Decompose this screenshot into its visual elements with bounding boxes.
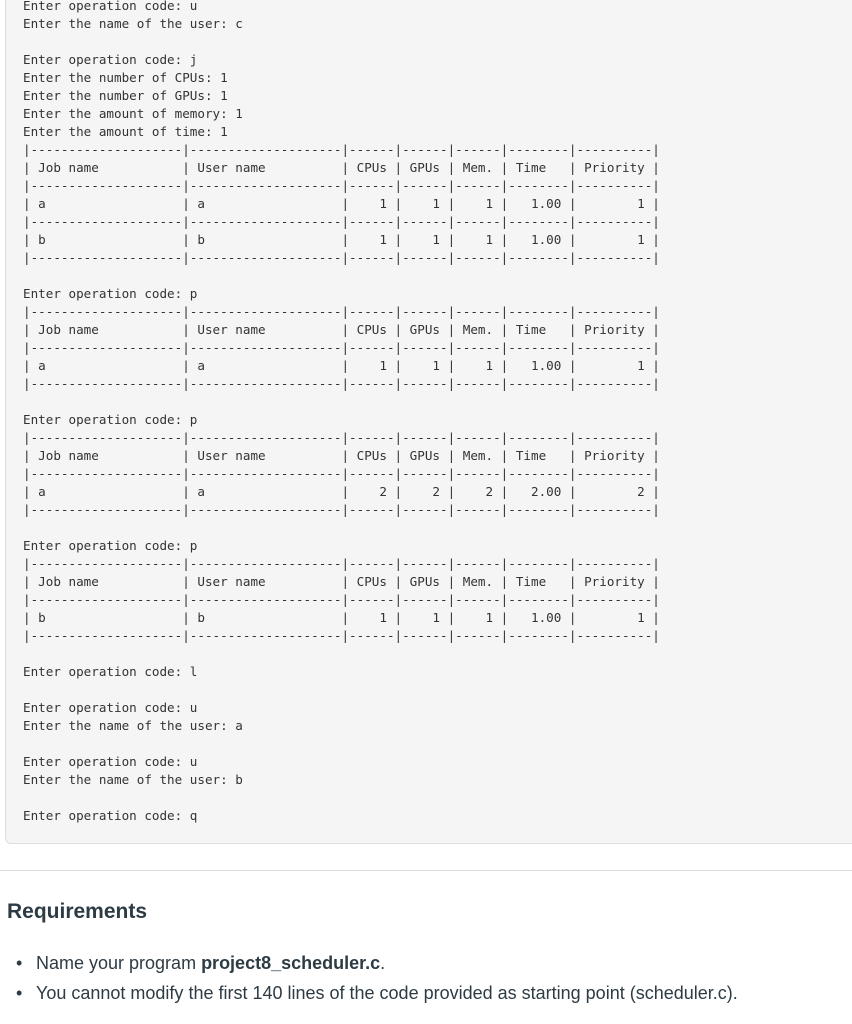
requirement-suffix: . bbox=[380, 953, 386, 973]
terminal-line: |--------------------|--------------------|------|------|------|--------|----------| bbox=[23, 304, 660, 319]
terminal-line: |--------------------|--------------------|------|------|------|--------|----------| bbox=[23, 430, 660, 445]
terminal-line: |--------------------|--------------------|------|------|------|--------|----------| bbox=[23, 142, 660, 157]
terminal-line: Enter the name of the user: c bbox=[23, 16, 243, 31]
terminal-line: |--------------------|--------------------|------|------|------|--------|----------| bbox=[23, 250, 660, 265]
terminal-line: Enter the name of the user: a bbox=[23, 718, 243, 733]
terminal-output bbox=[23, 0, 660, 825]
terminal-line bbox=[23, 519, 660, 537]
terminal-line: Enter operation code: p bbox=[23, 412, 198, 427]
terminal-line bbox=[23, 681, 660, 699]
terminal-line bbox=[23, 789, 660, 807]
terminal-line: Enter operation code: p bbox=[23, 538, 198, 553]
terminal-line: Enter the amount of time: 1 bbox=[23, 124, 228, 139]
terminal-line bbox=[23, 735, 660, 753]
terminal-line: |--------------------|--------------------|------|------|------|--------|----------| bbox=[23, 178, 660, 193]
requirement-item bbox=[0, 949, 738, 979]
terminal-line: |--------------------|--------------------|------|------|------|--------|----------| bbox=[23, 502, 660, 517]
terminal-line: Enter operation code: j bbox=[23, 52, 198, 67]
terminal-line: | Job name | User name | CPUs | GPUs | Mem. | Time | Priority | bbox=[23, 160, 660, 175]
terminal-line: |--------------------|--------------------|------|------|------|--------|----------| bbox=[23, 376, 660, 391]
terminal-line: Enter operation code: u bbox=[23, 700, 198, 715]
requirement-item bbox=[0, 979, 738, 1009]
terminal-line: Enter the number of CPUs: 1 bbox=[23, 70, 228, 85]
terminal-line: | b | b | 1 | 1 | 1 | 1.00 | 1 | bbox=[23, 232, 660, 247]
terminal-line: | b | b | 1 | 1 | 1 | 1.00 | 1 | bbox=[23, 610, 660, 625]
terminal-line: |--------------------|--------------------|------|------|------|--------|----------| bbox=[23, 340, 660, 355]
terminal-line: Enter operation code: l bbox=[23, 664, 198, 679]
terminal-line: | a | a | 2 | 2 | 2 | 2.00 | 2 | bbox=[23, 484, 660, 499]
terminal-line: |--------------------|--------------------|------|------|------|--------|----------| bbox=[23, 592, 660, 607]
requirement-text: Name your program bbox=[36, 953, 202, 973]
terminal-line bbox=[23, 33, 660, 51]
bullet-icon: • bbox=[16, 983, 23, 1003]
terminal-line: Enter the number of GPUs: 1 bbox=[23, 88, 228, 103]
terminal-line: | a | a | 1 | 1 | 1 | 1.00 | 1 | bbox=[23, 196, 660, 211]
terminal-line: Enter operation code: u bbox=[23, 0, 198, 13]
terminal-line bbox=[23, 393, 660, 411]
terminal-line: Enter operation code: p bbox=[23, 286, 198, 301]
section-divider bbox=[0, 870, 852, 871]
terminal-line: |--------------------|--------------------|------|------|------|--------|----------| bbox=[23, 556, 660, 571]
terminal-line: | Job name | User name | CPUs | GPUs | Mem. | Time | Priority | bbox=[23, 322, 660, 337]
bullet-icon: • bbox=[16, 953, 23, 973]
terminal-line: Enter operation code: q bbox=[23, 808, 198, 823]
program-filename: project8_scheduler.c bbox=[201, 953, 381, 973]
terminal-line: Enter the name of the user: b bbox=[23, 772, 243, 787]
terminal-line: Enter operation code: u bbox=[23, 754, 198, 769]
terminal-line: Enter the amount of memory: 1 bbox=[23, 106, 243, 121]
terminal-line: | Job name | User name | CPUs | GPUs | Mem. | Time | Priority | bbox=[23, 574, 660, 589]
terminal-line: | Job name | User name | CPUs | GPUs | Mem. | Time | Priority | bbox=[23, 448, 660, 463]
requirement-text: You cannot modify the first 140 lines of the code provided as starting point (scheduler.c). bbox=[36, 983, 738, 1003]
requirements-list bbox=[0, 949, 738, 1009]
terminal-line: |--------------------|--------------------|------|------|------|--------|----------| bbox=[23, 466, 660, 481]
requirements-heading: Requirements bbox=[7, 900, 148, 923]
terminal-line: |--------------------|--------------------|------|------|------|--------|----------| bbox=[23, 628, 660, 643]
terminal-line: | a | a | 1 | 1 | 1 | 1.00 | 1 | bbox=[23, 358, 660, 373]
terminal-line bbox=[23, 267, 660, 285]
code-output-panel bbox=[5, 0, 852, 844]
terminal-line bbox=[23, 645, 660, 663]
terminal-line: |--------------------|--------------------|------|------|------|--------|----------| bbox=[23, 214, 660, 229]
